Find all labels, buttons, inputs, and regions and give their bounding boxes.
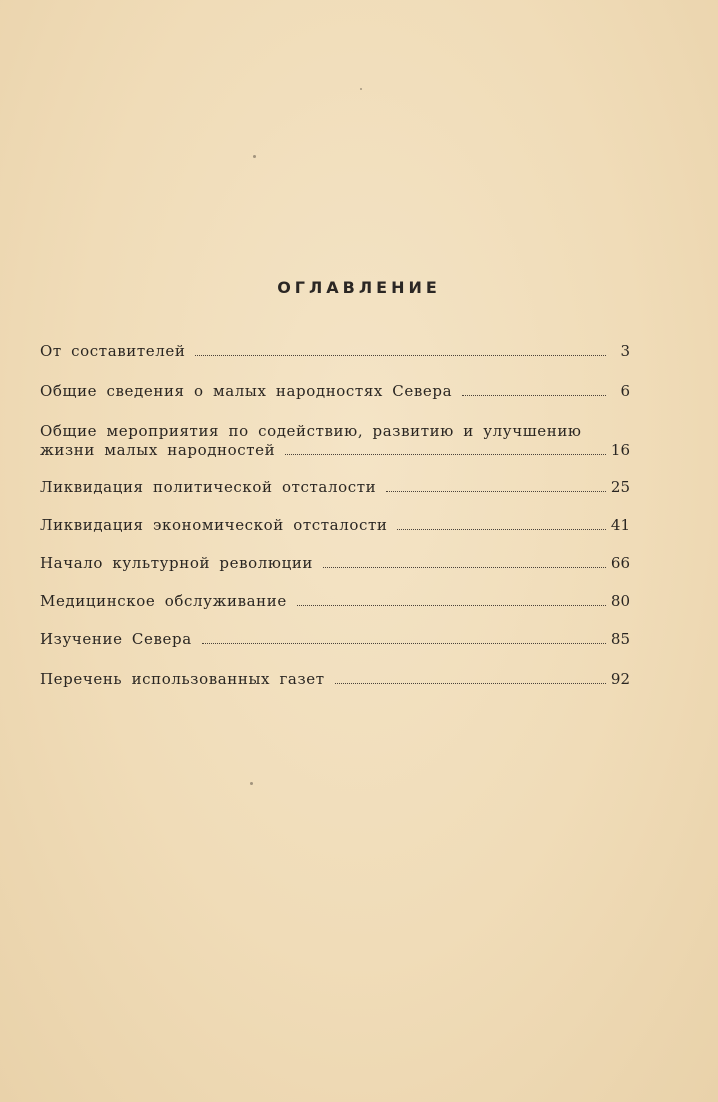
toc-entry-title: Ликвидация экономической отсталости (40, 516, 388, 534)
leader-dots (285, 453, 606, 455)
leader-dots (202, 642, 606, 644)
toc-entry-title: Перечень использованных газет (40, 670, 325, 688)
toc-entry-general-info[interactable] (40, 382, 630, 401)
toc-entry-economic[interactable] (40, 516, 630, 535)
toc-entry-page: 25 (610, 478, 630, 496)
toc-entry-page: 16 (610, 441, 630, 459)
paper-speck (250, 782, 253, 785)
toc-entry-page: 92 (610, 670, 630, 688)
toc-entry-page: 41 (610, 516, 630, 534)
leader-dots (195, 354, 606, 356)
toc-entry-page: 66 (610, 554, 630, 572)
toc-entry-north-study[interactable] (40, 630, 630, 649)
toc-entry-title: От составителей (40, 342, 186, 360)
toc-entry-title: Медицинское обслуживание (40, 592, 287, 610)
toc-entry-title: Общие сведения о малых народностях Севера (40, 382, 453, 400)
toc-entry-page: 85 (610, 630, 630, 648)
toc-entry-page: 80 (610, 592, 630, 610)
leader-dots (397, 528, 606, 530)
leader-dots (297, 604, 606, 606)
leader-dots (323, 566, 606, 568)
toc-entry-authors[interactable] (40, 342, 630, 361)
toc-entry-medical[interactable] (40, 592, 630, 611)
toc-entry-political[interactable] (40, 478, 630, 497)
toc-entry-page: 6 (620, 382, 630, 400)
toc-entry-cultural[interactable] (40, 554, 630, 573)
paper-speck (360, 88, 362, 90)
toc-entry-title: Изучение Севера (40, 630, 192, 648)
paper-speck (253, 155, 256, 158)
toc-entry-general-measures[interactable] (40, 422, 630, 460)
toc-entry-title-line1: Общие мероприятия по содействию, развитию и улучшению (40, 422, 582, 440)
leader-dots (462, 394, 606, 396)
toc-entry-title: Начало культурной революции (40, 554, 314, 572)
toc-title: ОГЛАВЛЕНИЕ (277, 278, 441, 297)
toc-entry-newspapers[interactable] (40, 670, 630, 689)
toc-entry-title: Ликвидация политической отсталости (40, 478, 377, 496)
toc-entry-page: 3 (620, 342, 630, 360)
toc-entry-title-line2: жизни малых народностей (40, 441, 276, 459)
leader-dots (335, 682, 606, 684)
leader-dots (386, 490, 606, 492)
